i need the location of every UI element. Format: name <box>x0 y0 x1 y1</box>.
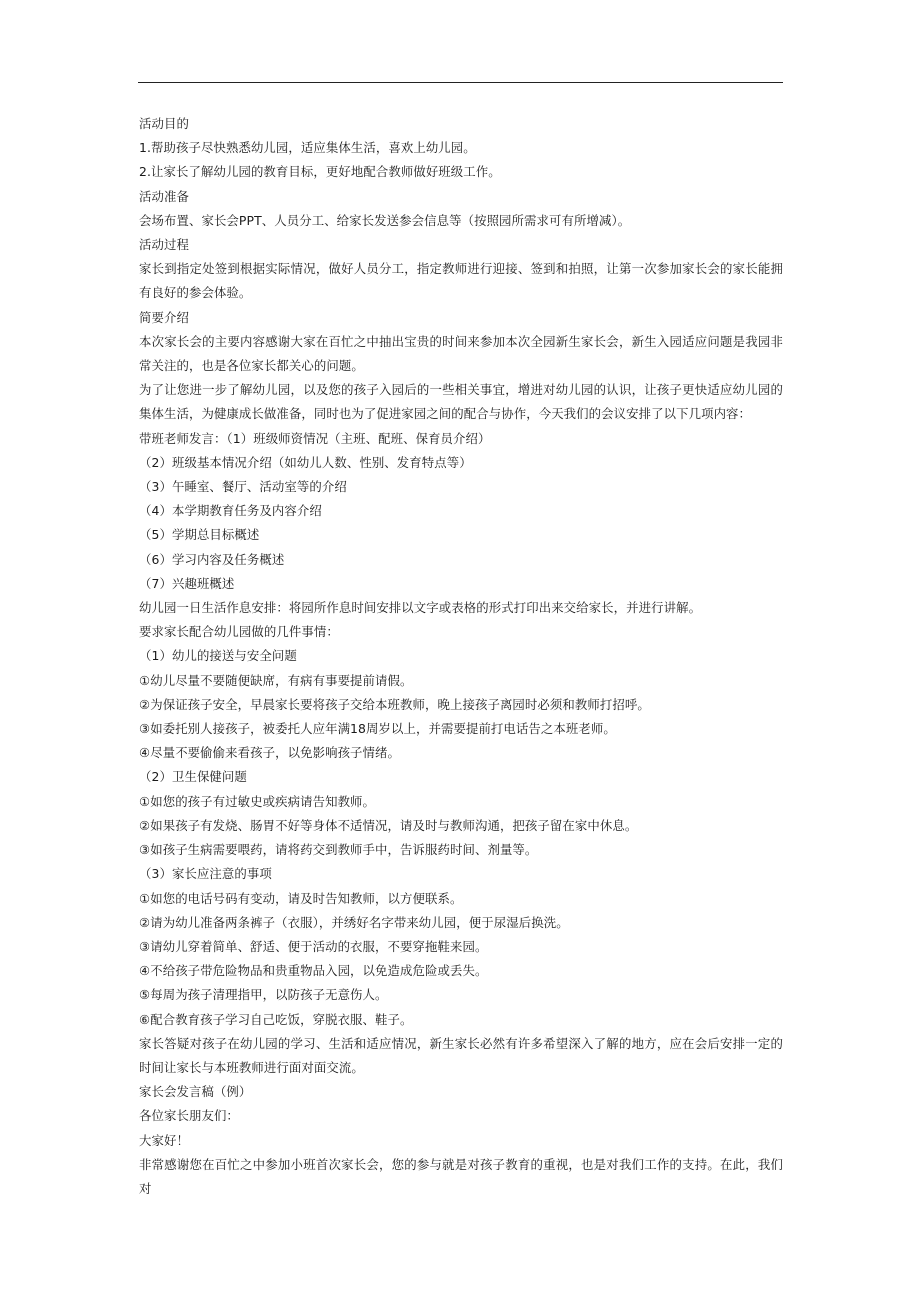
text-line: ⑥配合教育孩子学习自己吃饭，穿脱衣服、鞋子。 <box>139 1011 413 1027</box>
text-paragraph: 为了让您进一步了解幼儿园，以及您的孩子入园后的一些相关事宜，增进对幼儿园的认识，让孩子更快适应幼儿园的集体生活，为健康成长做准备，同时也为了促进家园之间的配合与协作，今天我们的会议安排了以下几项内容： <box>139 382 783 422</box>
text-line: ③如委托别人接孩子，被委托人应年满18周岁以上，并需要提前打电话告之本班老师。 <box>139 721 616 737</box>
text-line: ①幼儿尽量不要随便缺席，有病有事要提前请假。 <box>139 672 413 688</box>
text-line: 大家好！ <box>139 1132 189 1148</box>
text-line: 活动过程 <box>139 237 189 253</box>
text-line: （2）班级基本情况介绍（如幼儿人数、性别、发育特点等） <box>139 454 472 470</box>
text-paragraph: 本次家长会的主要内容感谢大家在百忙之中抽出宝贵的时间来参加本次全园新生家长会，新生入园适应问题是我园非常关注的，也是各位家长都关心的问题。 <box>139 333 783 374</box>
text-line: ④尽量不要偷偷来看孩子，以免影响孩子情绪。 <box>139 745 401 761</box>
text-line: 会场布置、家长会PPT、人员分工、给家长发送参会信息等（按照园所需求可有所增减）。 <box>139 212 631 228</box>
text-paragraph: 家长答疑对孩子在幼儿园的学习、生活和适应情况，新生家长必然有许多希望深入了解的地方，应在会后安排一定的时间让家长与本班教师进行面对面交流。 <box>139 1035 783 1075</box>
document-body <box>139 112 783 1201</box>
text-line: ②为保证孩子安全，早晨家长要将孩子交给本班教师，晚上接孩子离园时必须和教师打招呼。 <box>139 696 650 712</box>
header-rule <box>138 82 783 83</box>
text-line: （1）幼儿的接送与安全问题 <box>139 648 297 664</box>
text-paragraph: 非常感谢您在百忙之中参加小班首次家长会，您的参与就是对孩子教育的重视，也是对我们工作的支持。在此，我们对 <box>139 1156 783 1196</box>
text-line: ③如孩子生病需要喂药，请将药交到教师手中，告诉服药时间、剂量等。 <box>139 842 538 858</box>
text-line: ①如您的电话号码有变动，请及时告知教师，以方便联系。 <box>139 890 463 906</box>
text-line: 幼儿园一日生活作息安排：将园所作息时间安排以文字或表格的形式打印出来交给家长，并进行讲解。 <box>139 600 702 616</box>
text-line: （2）卫生保健问题 <box>139 769 247 785</box>
text-line: 带班老师发言：（1）班级师资情况（主班、配班、保育员介绍） <box>139 430 491 446</box>
text-line: ④不给孩子带危险物品和贵重物品入园，以免造成危险或丢失。 <box>139 963 488 979</box>
text-paragraph: 家长到指定处签到根据实际情况，做好人员分工，指定教师进行迎接、签到和拍照，让第一次参加家长会的家长能拥有良好的参会体验。 <box>139 261 783 301</box>
text-line: （4）本学期教育任务及内容介绍 <box>139 503 322 519</box>
text-line: 各位家长朋友们： <box>139 1108 239 1124</box>
text-line: ⑤每周为孩子清理指甲，以防孩子无意伤人。 <box>139 987 388 1003</box>
text-line: （3）午睡室、餐厅、活动室等的介绍 <box>139 479 347 495</box>
text-line: 简要介绍 <box>139 309 189 325</box>
text-line: 活动准备 <box>139 188 189 204</box>
text-line: 要求家长配合幼儿园做的几件事情： <box>139 624 339 640</box>
text-line: 1.帮助孩子尽快熟悉幼儿园，适应集体生活，喜欢上幼儿园。 <box>139 140 476 156</box>
text-line: 活动目的 <box>139 116 189 131</box>
text-line: （7）兴趣班概述 <box>139 575 235 591</box>
text-line: （6）学习内容及任务概述 <box>139 551 285 567</box>
text-line: （5）学期总目标概述 <box>139 527 260 543</box>
text-line: ①如您的孩子有过敏史或疾病请告知教师。 <box>139 793 376 809</box>
text-line: ③请幼儿穿着简单、舒适、便于活动的衣服，不要穿拖鞋来园。 <box>139 938 488 954</box>
text-line: ②如果孩子有发烧、肠胃不好等身体不适情况，请及时与教师沟通，把孩子留在家中休息。 <box>139 817 638 833</box>
text-line: 家长会发言稿（例） <box>139 1084 252 1100</box>
text-line: （3）家长应注意的事项 <box>139 866 272 882</box>
text-line: 2.让家长了解幼儿园的教育目标，更好地配合教师做好班级工作。 <box>139 164 501 180</box>
text-line: ②请为幼儿准备两条裤子（衣服），并绣好名字带来幼儿园，便于尿湿后换洗。 <box>139 914 569 930</box>
